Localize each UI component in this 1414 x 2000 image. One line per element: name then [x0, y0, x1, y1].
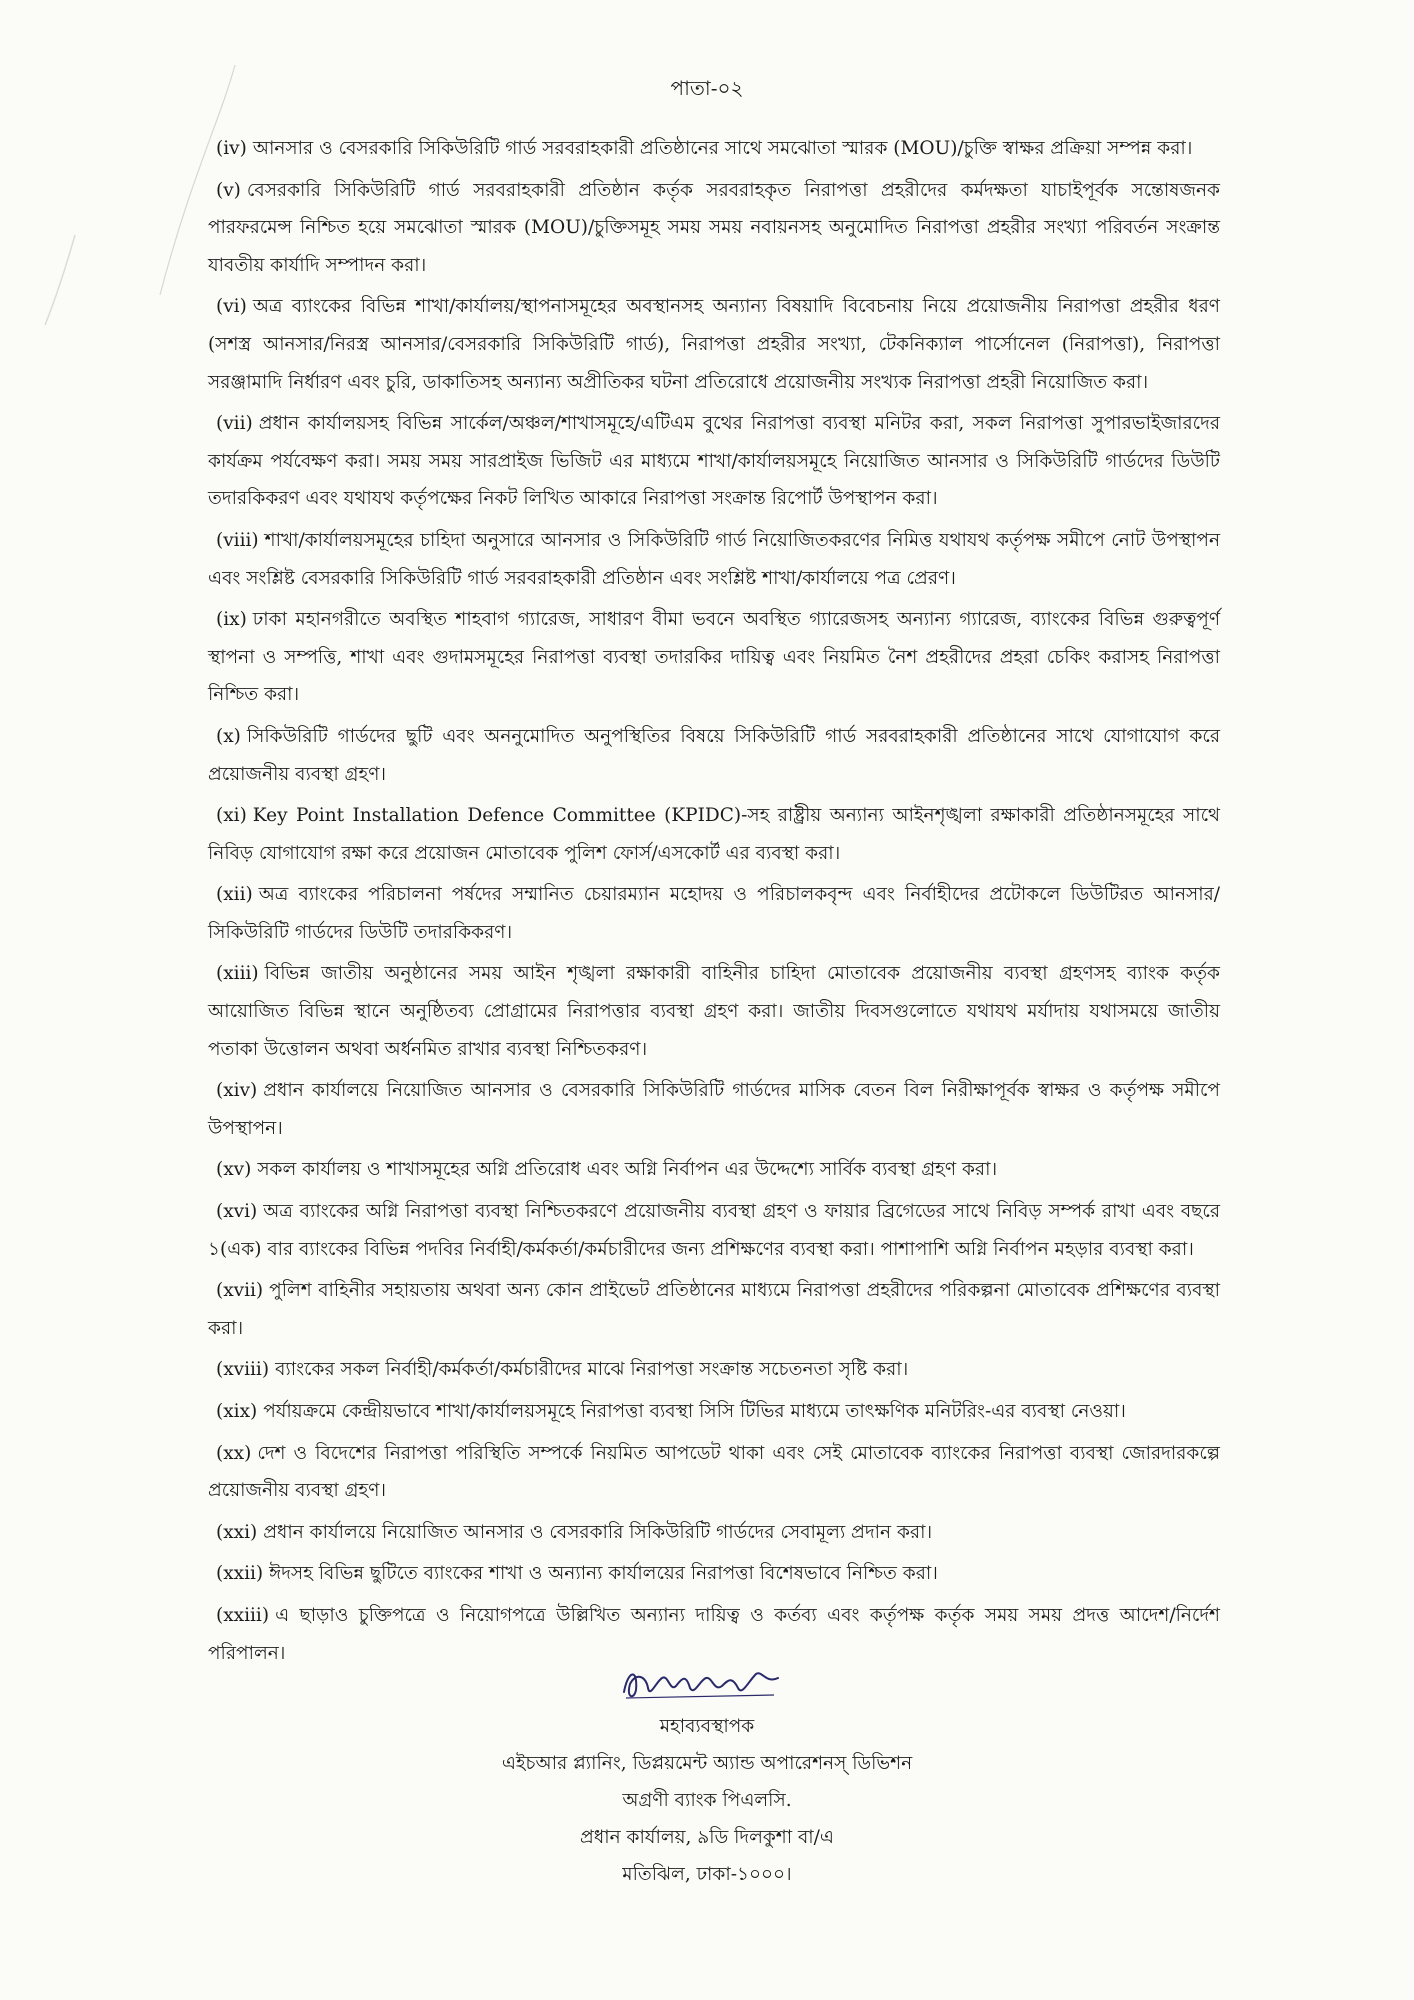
duty-item: [208, 876, 1220, 951]
duty-item-number: (vii): [216, 413, 253, 435]
duty-item: [208, 1393, 1220, 1431]
duty-item-text: সিকিউরিটি গার্ডদের ছুটি এবং অননুমোদিত অনুপস্থিতির বিষয়ে সিকিউরিটি গার্ড সরবরাহকারী প্রতিষ্ঠানের সাথে যোগাযোগ করে প্রয়োজনীয় ব্যবস্থা গ্রহণ।: [208, 725, 1220, 785]
duty-item: [208, 1555, 1220, 1593]
duty-item-text: প্রধান কার্যালয়ে নিয়োজিত আনসার ও বেসরকারি সিকিউরিটি গার্ডদের সেবামূল্য প্রদান করা।: [263, 1521, 933, 1543]
duty-item-number: (iv): [216, 138, 247, 159]
signature-block: [0, 1650, 1414, 1893]
signatory-division: এইচআর প্ল্যানিং, ডিপ্লয়মেন্ট অ্যান্ড অপারেশনস্ ডিভিশন: [501, 1753, 913, 1774]
duty-item-number: (x): [216, 725, 241, 747]
signatory-office: প্রধান কার্যালয়, ৯ডি দিলকুশা বা/এ: [580, 1827, 834, 1848]
duty-item-text: পর্যায়ক্রমে কেন্দ্রীয়ভাবে শাখা/কার্যালয়সমূহে নিরাপত্তা ব্যবস্থা সিসি টিভির মাধ্যমে তাৎক্ষণিক মনিটরিং-এর ব্যবস্থা নেওয়া।: [263, 1401, 1126, 1422]
duty-item: [208, 1151, 1220, 1189]
duty-item-text: এ ছাড়াও চুক্তিপত্রে ও নিয়োগপত্রে উল্লিখিত অন্যান্য দায়িত্ব ও কর্তব্য এবং কর্তৃপক্ষ কর্তৃক সময় সময় প্রদত্ত আদেশ/নির্দেশ পরিপালন।: [208, 1604, 1220, 1664]
duty-item: [208, 288, 1220, 401]
duty-item: [208, 405, 1220, 518]
duty-item: [208, 522, 1220, 597]
page-number: পাতা-০২: [670, 76, 744, 100]
duties-list: [208, 130, 1220, 1676]
duty-item-text: অত্র ব্যাংকের অগ্নি নিরাপত্তা ব্যবস্থা নিশ্চিতকরণে প্রয়োজনীয় ব্যবস্থা গ্রহণ ও ফায়ার ব্রিগেডের সাথে নিবিড় সম্পর্ক রাখা এবং বছরে ১(এক) বার ব্যাংকের বিভিন্ন পদবির নির্বাহী/কর্মকর্তা/কর্মচারীদের জন্য প্রশিক্ষণের ব্যবস্থা করা। পাশাপাশি অগ্নি নির্বাপন মহড়ার ব্যবস্থা করা।: [208, 1201, 1220, 1260]
duty-item-number: (xiv): [216, 1080, 258, 1102]
duty-item: [208, 130, 1220, 168]
duty-item-text: ঢাকা মহানগরীতে অবস্থিত শাহবাগ গ্যারেজ, সাধারণ বীমা ভবনে অবস্থিত গ্যারেজসহ অন্যান্য গ্যারেজ, ব্যাংকের বিভিন্ন গুরুত্বপূর্ণ স্থাপনা ও সম্পত্তি, শাখা এবং গুদামসমূহের নিরাপত্তা ব্যবস্থা তদারকির দায়িত্ব এবং নিয়মিত নৈশ প্রহরীদের প্রহরা চেকিং করাসহ নিরাপত্তা নিশ্চিত করা।: [208, 609, 1220, 706]
duty-item-text: শাখা/কার্যালয়সমূহের চাহিদা অনুসারে আনসার ও সিকিউরিটি গার্ড নিয়োজিতকরণের নিমিত্ত যথাযথ কর্তৃপক্ষ সমীপে নোট উপস্থাপন এবং সংশ্লিষ্ট বেসরকারি সিকিউরিটি গার্ড সরবরাহকারী প্রতিষ্ঠান এবং সংশ্লিষ্ট শাখা/কার্যালয়ে পত্র প্রেরণ।: [208, 529, 1220, 589]
duty-item-number: (xix): [216, 1401, 258, 1422]
duty-item-text: আনসার ও বেসরকারি সিকিউরিটি গার্ড সরবরাহকারী প্রতিষ্ঠানের সাথে সমঝোতা স্মারক (MOU)/চুক্তি স্বাক্ষর প্রক্রিয়া সম্পন্ন করা।: [252, 138, 1193, 159]
duty-item: [208, 1193, 1220, 1268]
duty-item: [208, 1272, 1220, 1347]
duty-item-text: দেশ ও বিদেশের নিরাপত্তা পরিস্থিতি সম্পর্কে নিয়মিত আপডেট থাকা এবং সেই মোতাবেক ব্যাংকের নিরাপত্তা ব্যবস্থা জোরদারকল্পে প্রয়োজনীয় ব্যবস্থা গ্রহণ।: [208, 1442, 1220, 1502]
duty-item-text: অত্র ব্যাংকের বিভিন্ন শাখা/কার্যালয়/স্থাপনাসমূহের অবস্থানসহ অন্যান্য বিষয়াদি বিবেচনায় নিয়ে প্রয়োজনীয় নিরাপত্তা প্রহরীর ধরণ (সশস্ত্র আনসার/নিরস্ত্র আনসার/বেসরকারি সিকিউরিটি গার্ড), নিরাপত্তা প্রহরীর সংখ্যা, টেকনিক্যাল পার্সোনেল (নিরাপত্তা), নিরাপত্তা সরঞ্জামাদি নির্ধারণ এবং চুরি, ডাকাতিসহ অন্যান্য অপ্রীতিকর ঘটনা প্রতিরোধে প্রয়োজনীয় সংখ্যক নিরাপত্তা প্রহরী নিয়োজিত করা।: [208, 296, 1220, 393]
duty-item-number: (xii): [216, 884, 253, 906]
signatory-address: মতিঝিল, ঢাকা-১০০০।: [622, 1864, 792, 1885]
duty-item-text: বিভিন্ন জাতীয় অনুষ্ঠানের সময় আইন শৃঙ্খলা রক্ষাকারী বাহিনীর চাহিদা মোতাবেক প্রয়োজনীয় ব্যবস্থা গ্রহণসহ ব্যাংক কর্তৃক আয়োজিত বিভিন্ন স্থানে অনুষ্ঠিতব্য প্রোগ্রামের নিরাপত্তার ব্যবস্থা গ্রহণ করা। জাতীয় দিবসগুলোতে যথাযথ মর্যাদায় যথাসময়ে জাতীয় পতাকা উত্তোলন অথবা অর্ধনমিত রাখার ব্যবস্থা নিশ্চিতকরণ।: [208, 963, 1220, 1060]
duty-item-number: (v): [216, 179, 241, 201]
duty-item-number: (viii): [216, 529, 259, 551]
duty-item-number: (xxii): [216, 1563, 264, 1585]
duty-item: [208, 955, 1220, 1068]
duty-item-number: (xv): [216, 1159, 252, 1181]
duty-item: [208, 1351, 1220, 1389]
duty-item-text: বেসরকারি সিকিউরিটি গার্ড সরবরাহকারী প্রতিষ্ঠান কর্তৃক সরবরাহকৃত নিরাপত্তা প্রহরীদের কর্মদক্ষতা যাচাইপূর্বক সন্তোষজনক পারফরমেন্স নিশ্চিত হয়ে সমঝোতা স্মারক (MOU)/চুক্তিসমূহ সময় সময় নবায়নসহ অনুমোদিত নিরাপত্তা প্রহরীর সংখ্যা পরিবর্তন সংক্রান্ত যাবতীয় কার্যাদি সম্পাদন করা।: [208, 179, 1220, 276]
duty-item-number: (ix): [216, 609, 247, 631]
duty-item-number: (vi): [216, 296, 247, 318]
duty-item-number: (xvi): [216, 1201, 258, 1223]
duty-item-number: (xi): [216, 805, 247, 827]
duty-item-text: প্রধান কার্যালয়সহ বিভিন্ন সার্কেল/অঞ্চল/শাখাসমূহে/এটিএম বুথের নিরাপত্তা ব্যবস্থা মনিটর করা, সকল নিরাপত্তা সুপারভাইজারদের কার্যক্রম পর্যবেক্ষণ করা। সময় সময় সারপ্রাইজ ভিজিট এর মাধ্যমে শাখা/কার্যালয়সমূহে নিয়োজিত আনসার ও সিকিউরিটি গার্ডদের ডিউটি তদারকিকরণ এবং যথাযথ কর্তৃপক্ষের নিকট লিখিত আকারে নিরাপত্তা সংক্রান্ত রিপোর্ট উপস্থাপন করা।: [208, 413, 1220, 510]
duty-item-number: (xvii): [216, 1280, 264, 1302]
duty-item: [208, 1072, 1220, 1147]
duty-item-text: ব্যাংকের সকল নির্বাহী/কর্মকর্তা/কর্মচারীদের মাঝে নিরাপত্তা সংক্রান্ত সচেতনতা সৃষ্টি করা।: [275, 1359, 909, 1381]
duty-item: [208, 1514, 1220, 1552]
signatory-bank: অগ্রণী ব্যাংক পিএলসি.: [622, 1790, 792, 1811]
duty-item: [208, 718, 1220, 793]
signatory-designation: মহাব্যবস্থাপক: [659, 1716, 755, 1737]
duty-item-number: (xiii): [216, 963, 259, 985]
scan-scratch-mark-2: [40, 230, 80, 330]
duty-item-text: পুলিশ বাহিনীর সহায়তায় অথবা অন্য কোন প্রাইভেট প্রতিষ্ঠানের মাধ্যমে নিরাপত্তা প্রহরীদের পরিকল্পনা মোতাবেক প্রশিক্ষণের ব্যবস্থা করা।: [208, 1280, 1220, 1339]
duty-item-number: (xxiii): [216, 1604, 270, 1626]
duty-item-text: Key Point Installation Defence Committee (KPIDC)-সহ রাষ্ট্রীয় অন্যান্য আইনশৃঙ্খলা রক্ষাকারী প্রতিষ্ঠানসমূহের সাথে নিবিড় যোগাযোগ রক্ষা করে প্রয়োজন মোতাবেক পুলিশ ফোর্স/এসকোর্ট এর ব্যবস্থা করা।: [208, 805, 1220, 864]
duty-item-text: অত্র ব্যাংকের পরিচালনা পর্ষদের সম্মানিত চেয়ারম্যান মহোদয় ও পরিচালকবৃন্দ এবং নির্বাহীদের প্রটোকলে ডিউটিরত আনসার/ সিকিউরিটি গার্ডদের ডিউটি তদারকিকরণ।: [208, 884, 1220, 943]
duty-item-number: (xviii): [216, 1359, 270, 1381]
duty-item-number: (xx): [216, 1442, 252, 1464]
duty-item-text: প্রধান কার্যালয়ে নিয়োজিত আনসার ও বেসরকারি সিকিউরিটি গার্ডদের মাসিক বেতন বিল নিরীক্ষাপূর্বক স্বাক্ষর ও কর্তৃপক্ষ সমীপে উপস্থাপন।: [208, 1080, 1220, 1139]
duty-item: [208, 797, 1220, 872]
duty-item: [208, 172, 1220, 285]
duty-item: [208, 1435, 1220, 1510]
duty-item-text: ঈদসহ বিভিন্ন ছুটিতে ব্যাংকের শাখা ও অন্যান্য কার্যালয়ের নিরাপত্তা বিশেষভাবে নিশ্চিত করা।: [269, 1563, 938, 1585]
duty-item-text: সকল কার্যালয় ও শাখাসমূহের অগ্নি প্রতিরোধ এবং অগ্নি নির্বাপন এর উদ্দেশ্যে সার্বিক ব্যবস্থা গ্রহণ করা।: [257, 1159, 998, 1181]
duty-item-number: (xxi): [216, 1521, 258, 1543]
duty-item: [208, 601, 1220, 714]
